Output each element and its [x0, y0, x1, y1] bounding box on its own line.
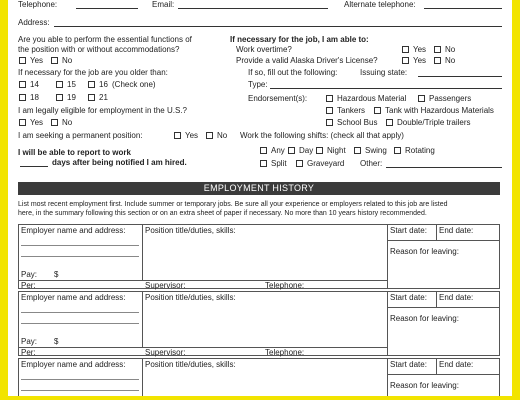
divider	[18, 347, 388, 348]
employer-line[interactable]	[21, 323, 139, 324]
tank-hazmat-label: Tank with Hazardous Materials	[385, 106, 494, 115]
position-label: Position title/duties, skills:	[145, 360, 236, 369]
address-label: Address:	[18, 18, 50, 27]
shifts-question: Work the following shifts: (check all that apply)	[240, 131, 404, 140]
endorsements-label: Endorsement(s):	[248, 94, 308, 103]
position-label: Position title/duties, skills:	[145, 293, 236, 302]
issuing-state-label: Issuing state:	[360, 68, 408, 77]
shift-night-checkbox[interactable]	[316, 147, 323, 154]
license-no-checkbox[interactable]	[434, 57, 441, 64]
divider	[18, 280, 388, 281]
divider	[142, 224, 143, 280]
shift-day-label: Day	[299, 146, 314, 155]
shift-any-label: Any	[271, 146, 285, 155]
tankers-checkbox[interactable]	[326, 107, 333, 114]
end-date-label: End date:	[439, 226, 474, 235]
essential-functions-no-label: No	[62, 56, 73, 65]
shift-swing-checkbox[interactable]	[354, 147, 361, 154]
shift-any-checkbox[interactable]	[260, 147, 267, 154]
essential-functions-yes-checkbox[interactable]	[19, 57, 26, 64]
divider	[142, 291, 143, 347]
age-18-label: 18	[30, 93, 39, 102]
shift-split-checkbox[interactable]	[260, 160, 267, 167]
essential-functions-yes-label: Yes	[30, 56, 44, 65]
eligibility-yes-label: Yes	[30, 118, 44, 127]
shift-rotating-label: Rotating	[405, 146, 435, 155]
alt-telephone-field[interactable]	[424, 8, 502, 9]
tank-hazmat-checkbox[interactable]	[374, 107, 381, 114]
divider	[387, 358, 388, 396]
essential-functions-no-checkbox[interactable]	[51, 57, 58, 64]
shift-other-label: Other:	[360, 159, 383, 168]
report-to-work-line1: I will be able to report to work	[18, 148, 131, 157]
divider	[387, 374, 500, 375]
issuing-state-field[interactable]	[418, 76, 502, 77]
start-date-label: Start date:	[390, 293, 427, 302]
divider	[387, 240, 500, 241]
email-label: Email:	[152, 0, 175, 9]
age-15-checkbox[interactable]	[56, 81, 63, 88]
divider	[387, 307, 500, 308]
license-type-label: Type:	[248, 80, 268, 89]
employer-label: Employer name and address:	[21, 293, 126, 302]
shift-other-field[interactable]	[386, 167, 502, 168]
employer-line[interactable]	[21, 256, 139, 257]
age-18-checkbox[interactable]	[19, 94, 26, 101]
end-date-label: End date:	[439, 360, 474, 369]
pay-dollar-sign: $	[54, 337, 59, 346]
supervisor-label: Supervisor:	[145, 281, 186, 290]
end-date-label: End date:	[439, 293, 474, 302]
age-19-label: 19	[67, 93, 76, 102]
permanent-position-question: I am seeking a permanent position:	[18, 131, 143, 140]
shift-rotating-checkbox[interactable]	[394, 147, 401, 154]
essential-functions-question-line2: the position with or without accommodations?	[18, 45, 180, 54]
age-16-label: 16	[99, 80, 108, 89]
overtime-no-checkbox[interactable]	[434, 46, 441, 53]
report-to-work-line2: days after being notified I am hired.	[52, 158, 187, 167]
eligibility-yes-checkbox[interactable]	[19, 119, 26, 126]
hazmat-label: Hazardous Material	[337, 94, 407, 103]
overtime-yes-checkbox[interactable]	[402, 46, 409, 53]
permanent-no-checkbox[interactable]	[206, 132, 213, 139]
overtime-yes-label: Yes	[413, 45, 427, 54]
age-15-label: 15	[67, 80, 76, 89]
check-one-note: (Check one)	[112, 80, 156, 89]
telephone-label: Telephone:	[18, 0, 58, 9]
age-21-label: 21	[99, 93, 108, 102]
reason-for-leaving-label: Reason for leaving:	[390, 381, 459, 390]
email-field[interactable]	[178, 8, 328, 9]
employment-instructions-line2: here, in the summary following this section or on an extra sheet of paper if necessary. No more than 10 years history recommended.	[18, 210, 427, 217]
per-label: Per:	[21, 348, 36, 357]
employer-line[interactable]	[21, 245, 139, 246]
eligibility-no-label: No	[62, 118, 73, 127]
permanent-yes-checkbox[interactable]	[174, 132, 181, 139]
pay-label: Pay:	[21, 270, 38, 279]
shift-day-checkbox[interactable]	[288, 147, 295, 154]
age-question: If necessary for the job are you older than:	[18, 68, 168, 77]
start-date-label: Start date:	[390, 360, 427, 369]
passengers-checkbox[interactable]	[418, 95, 425, 102]
age-21-checkbox[interactable]	[88, 94, 95, 101]
employer-line[interactable]	[21, 379, 139, 380]
reason-for-leaving-label: Reason for leaving:	[390, 247, 459, 256]
able-to-heading: If necessary for the job, I am able to:	[230, 35, 369, 44]
employer-line[interactable]	[21, 312, 139, 313]
pay-dollar-sign: $	[54, 270, 59, 279]
reason-for-leaving-label: Reason for leaving:	[390, 314, 459, 323]
passengers-label: Passengers	[429, 94, 472, 103]
divider	[436, 358, 437, 374]
employer-telephone-label: Telephone:	[265, 281, 305, 290]
divider	[142, 358, 143, 396]
employer-telephone-label: Telephone:	[265, 348, 305, 357]
telephone-field[interactable]	[76, 8, 138, 9]
license-yes-label: Yes	[413, 56, 427, 65]
overtime-no-label: No	[445, 45, 456, 54]
application-form-page	[8, 0, 512, 396]
report-days-field[interactable]	[20, 166, 48, 167]
essential-functions-question-line1: Are you able to perform the essential functions of	[18, 35, 192, 44]
employment-history-banner: EMPLOYMENT HISTORY	[18, 182, 500, 195]
school-bus-label: School Bus	[337, 118, 378, 127]
shift-night-label: Night	[327, 146, 346, 155]
age-14-checkbox[interactable]	[19, 81, 26, 88]
employer-label: Employer name and address:	[21, 226, 126, 235]
age-19-checkbox[interactable]	[56, 94, 63, 101]
employer-label: Employer name and address:	[21, 360, 126, 369]
double-triple-label: Double/Triple trailers	[397, 118, 471, 127]
divider	[436, 224, 437, 240]
supervisor-label: Supervisor:	[145, 348, 186, 357]
overtime-question: Work overtime?	[236, 45, 292, 54]
employment-instructions-line1: List most recent employment first. Include summer or temporary jobs. Be sure all your experience or employers related to this job are listed	[18, 201, 448, 208]
permanent-yes-label: Yes	[185, 131, 199, 140]
alt-telephone-label: Alternate telephone:	[344, 0, 416, 9]
age-14-label: 14	[30, 80, 39, 89]
eligibility-question: I am legally eligible for employment in the U.S.?	[18, 106, 187, 115]
license-type-field[interactable]	[270, 88, 502, 89]
age-16-checkbox[interactable]	[88, 81, 95, 88]
pay-label: Pay:	[21, 337, 38, 346]
divider	[436, 291, 437, 307]
address-field[interactable]	[54, 26, 502, 27]
shift-graveyard-checkbox[interactable]	[296, 160, 303, 167]
license-yes-checkbox[interactable]	[402, 57, 409, 64]
shift-split-label: Split	[271, 159, 287, 168]
start-date-label: Start date:	[390, 226, 427, 235]
permanent-no-label: No	[217, 131, 228, 140]
shift-swing-label: Swing	[365, 146, 387, 155]
hazmat-checkbox[interactable]	[326, 95, 333, 102]
per-label: Per:	[21, 281, 36, 290]
position-label: Position title/duties, skills:	[145, 226, 236, 235]
if-so-note: If so, fill out the following:	[248, 68, 338, 77]
license-question: Provide a valid Alaska Driver's License?	[236, 56, 378, 65]
tankers-label: Tankers	[337, 106, 366, 115]
shift-graveyard-label: Graveyard	[307, 159, 345, 168]
eligibility-no-checkbox[interactable]	[51, 119, 58, 126]
employer-line[interactable]	[21, 390, 139, 391]
double-triple-checkbox[interactable]	[386, 119, 393, 126]
school-bus-checkbox[interactable]	[326, 119, 333, 126]
license-no-label: No	[445, 56, 456, 65]
